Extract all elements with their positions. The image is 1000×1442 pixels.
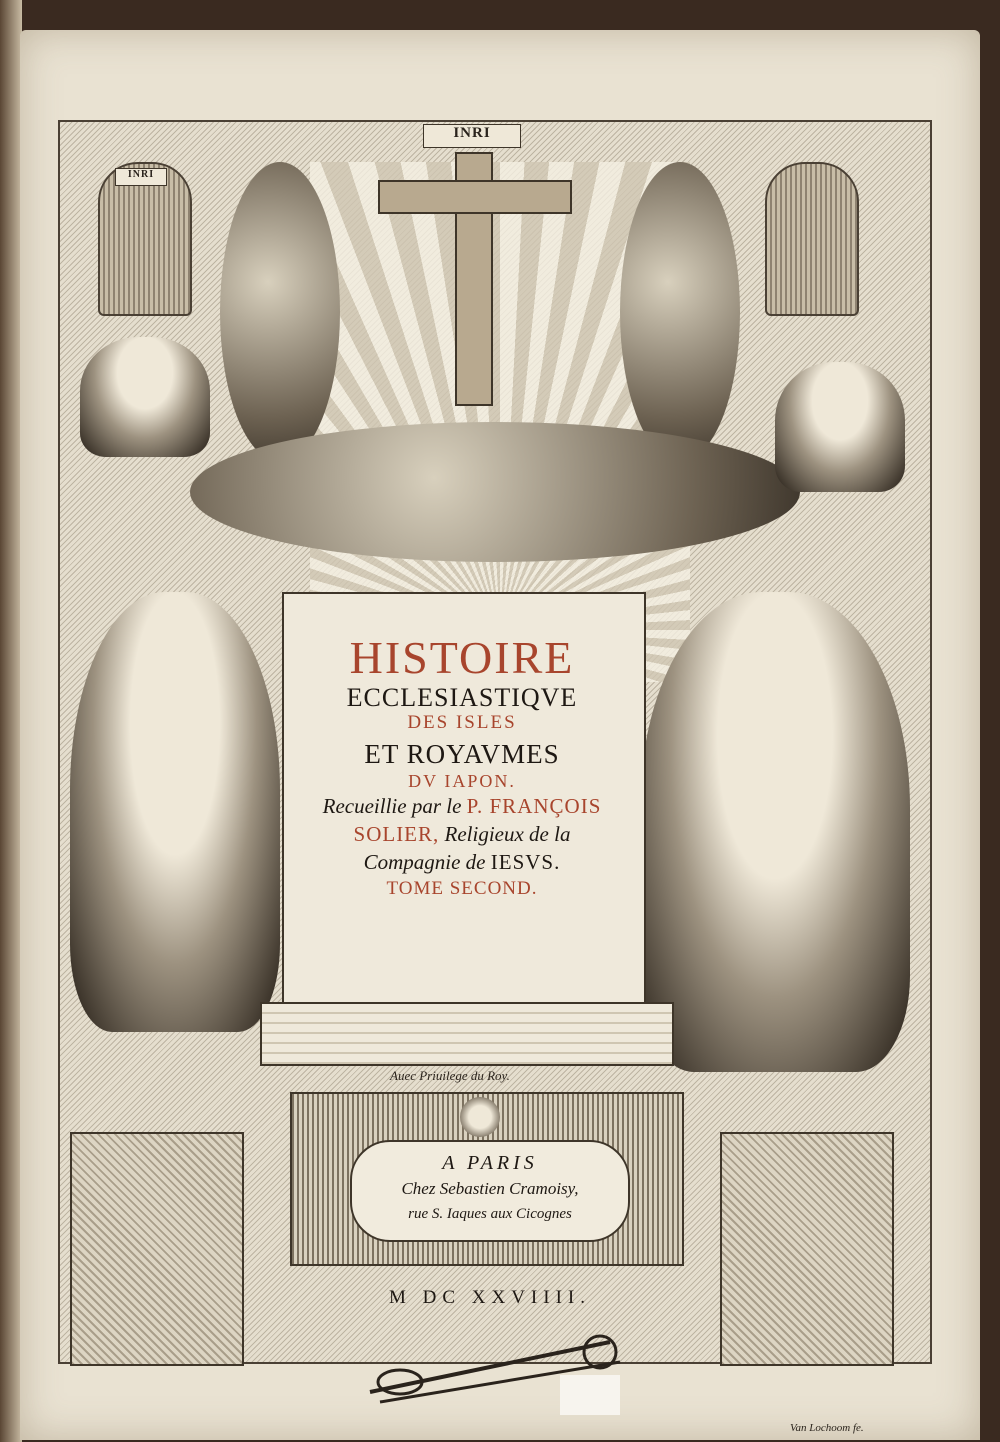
title-histoire: HISTOIRE (349, 632, 575, 683)
title-ecclesiastique: ECCLESIASTIQVE (346, 683, 578, 712)
book-spine-edge (0, 0, 22, 1442)
paper-patch (560, 1375, 620, 1415)
author-recueillie: Recueillie par le (322, 794, 462, 818)
cherub-head-ornament (460, 1097, 500, 1137)
cherub-left (80, 337, 210, 457)
author-francois: P. FRANÇOIS (466, 794, 602, 818)
author-line-1 (282, 792, 642, 820)
title-royaumes: ET ROYAVMES (364, 739, 560, 769)
privilege-line: Auec Priuilege du Roy. (390, 1068, 510, 1083)
author-iesus: IESVS. (490, 850, 561, 874)
martyr-women-right (640, 592, 910, 1072)
cherub-right (775, 362, 905, 492)
publication-date: M DC XXVIIII. (388, 1287, 591, 1308)
engraved-frontispiece (58, 120, 932, 1434)
book-title (282, 632, 642, 902)
martyr-male-left (70, 592, 280, 1032)
title-des-isles: DES ISLES (407, 712, 517, 733)
imprint-printer: Chez Sebastien Cramoisy, (401, 1179, 579, 1198)
pedestal-base (260, 1002, 674, 1066)
central-cross-arm (378, 180, 572, 214)
cloud-right (620, 162, 740, 462)
cloud-bank (190, 422, 800, 562)
volume-label: TOME SECOND. (386, 878, 538, 899)
cloud-left (220, 162, 340, 462)
imprint-place: A PARIS (442, 1152, 538, 1174)
engraver-signature: Van Lochoom fe. (790, 1422, 864, 1434)
inri-plaque-top: INRI (423, 124, 521, 148)
right-cross-vision (765, 162, 859, 316)
title-iapon: DV IAPON. (408, 771, 516, 791)
author-solier: SOLIER, (353, 822, 440, 846)
imprint-cartouche (350, 1140, 630, 1242)
imprint-street: rue S. Iaques aux Cicognes (408, 1206, 572, 1222)
author-line-3 (282, 848, 642, 876)
author-line-2 (282, 820, 642, 848)
left-base-block (70, 1132, 244, 1366)
right-base-block (720, 1132, 894, 1366)
inri-plaque-left: INRI (115, 168, 167, 186)
title-page (20, 30, 980, 1440)
author-religieux: Religieux de la (444, 822, 571, 846)
author-compagnie: Compagnie de (363, 850, 486, 874)
